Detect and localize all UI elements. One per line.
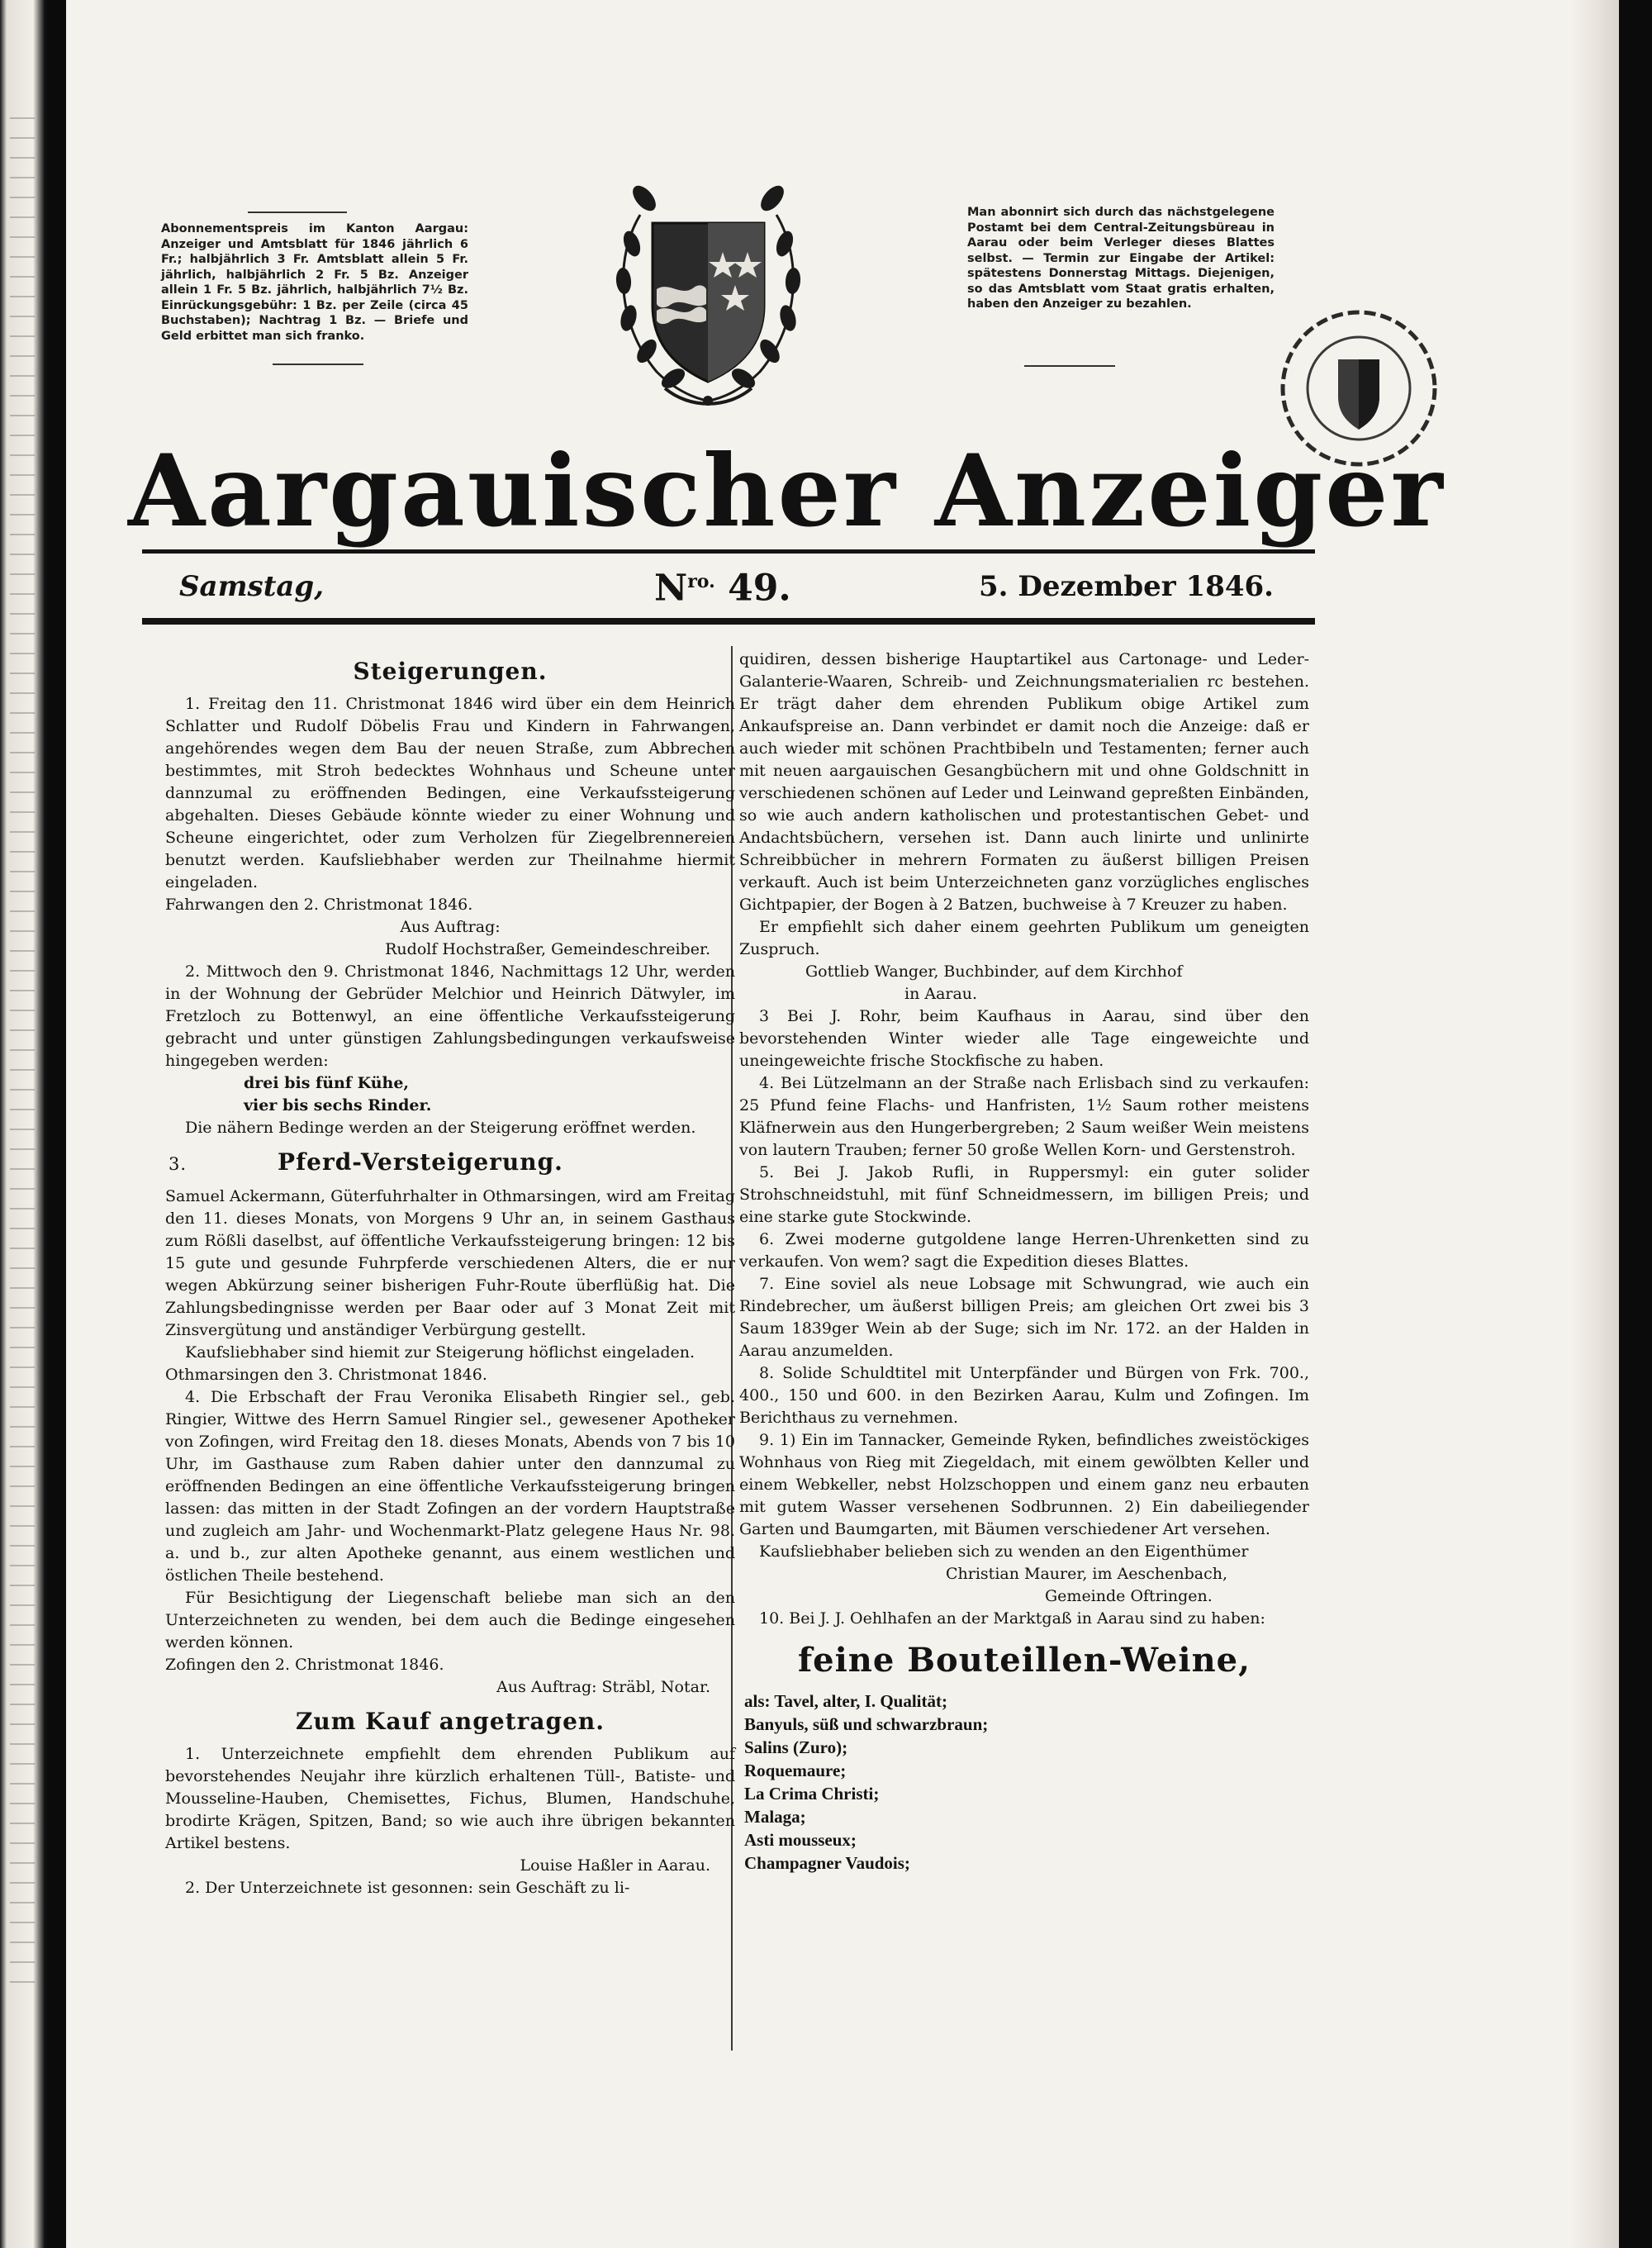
title-rule-top bbox=[142, 549, 1315, 554]
newspaper-title: Aargauischer Anzeiger bbox=[128, 433, 1446, 549]
sale-2-signature: Gottlieb Wanger, Buchbinder, auf dem Kirchhof bbox=[805, 962, 1183, 981]
notice-3: Samuel Ackermann, Güterfuhrhalter in Othmarsingen, wird am Freitag den 11. dieses Monats, von Morgens 9 Uhr an, in seinem Gasthaus zum Rößli daselbst, auf öffentliche Verkaufssteigerung bringen: 12 bis 15 gute und gesunde Fuhrpferde verschiedenen Alters, die er nur wegen Abkürzung seiner bisherigen Fuhr-Route überflüßig hat. Die Zahlungsbedingnisse werden per Baar oder auf 3 Monat Zeit mit Zinsvergütung und anständiger Verbürgung gestellt. bbox=[165, 1187, 735, 1339]
notice-2-tail: Die nähern Bedinge werden an der Steigerung eröffnet werden. bbox=[185, 1119, 696, 1137]
dateline bbox=[142, 563, 1315, 610]
issue-date: 5. Dezember 1846. bbox=[979, 570, 1274, 603]
heading-auctions: Steigerungen. bbox=[353, 658, 548, 685]
sale-9-signature: Christian Maurer, im Aeschenbach, bbox=[946, 1565, 1228, 1583]
notice-2-item: vier bis sechs Rinder. bbox=[244, 1096, 432, 1114]
wine-item: Banyuls, süß und schwarzbraun; bbox=[744, 1714, 989, 1734]
sale-9-tail: Kaufsliebhaber belieben sich zu wenden an den Eigenthümer bbox=[759, 1542, 1249, 1561]
wine-item: Malaga; bbox=[744, 1807, 806, 1827]
sale-8: 8. Solide Schuldtitel mit Unterpfänder und Bürgen von Frk. 700., 400., 150 und 600. in den Bezirken Aarau, Kulm und Zofingen. Im Berichthaus zu vernehmen. bbox=[739, 1364, 1309, 1427]
ornament-rule-left bbox=[248, 211, 347, 213]
sale-9: 9. 1) Ein im Tannacker, Gemeinde Ryken, befindliches zweistöckiges Wohnhaus von Rieg mit Ziegeldach, mit einem gewölbten Keller und einem Webkeller, nebst Holzschoppen und einem ganz neu erbauten mit gutem Wasser versehenen Sodbrunnen. 2) Ein dabeiliegender Garten und Baumgarten, mit Bäumen verschiedener Art versehen. bbox=[739, 1431, 1309, 1538]
sale-1: 1. Unterzeichnete empfiehlt dem ehrenden Publikum auf bevorstehendes Neujahr ihre kürzlich erhaltenen Tüll-, Batiste- und Mousseline-Hauben, Chemisettes, Fichus, Blumen, Handschuhe, brodirte Krägen, Spitzen, Band; so wie auch ihre übrigen bekannten Artikel bestens. bbox=[165, 1745, 735, 1852]
ornament-rule-left-bottom bbox=[273, 364, 363, 365]
notice-4-signature: Aus Auftrag: Sträbl, Notar. bbox=[496, 1678, 710, 1696]
page-fold-shadow bbox=[1569, 0, 1619, 2248]
wine-item: Asti mousseux; bbox=[744, 1830, 857, 1850]
sale-10: 10. Bei J. J. Oehlhafen an der Marktgaß in Aarau sind zu haben: bbox=[759, 1609, 1265, 1628]
sale-5: 5. Bei J. Jakob Rufli, in Ruppersmyl: ein guter solider Strohschneidstuhl, mit fünf Schneidmessern, im billigen Preis; und eine starke gute Stockwinde. bbox=[739, 1163, 1309, 1226]
left-column bbox=[165, 649, 735, 1899]
wine-item: Roquemaure; bbox=[744, 1761, 847, 1780]
sale-2-tail: Er empfiehlt sich daher einem geehrten Publikum um geneigten Zuspruch. bbox=[739, 918, 1309, 958]
sale-1-signature: Louise Haßler in Aarau. bbox=[520, 1856, 710, 1875]
notice-4: 4. Die Erbschaft der Frau Veronika Elisabeth Ringier sel., geb. Ringier, Wittwe des Herrn Samuel Ringier sel., gewesener Apotheker von Zofingen, wird Freitag den 18. dieses Monats, Abends von 7 bis 10 Uhr, im Gasthause zum Raben dahier unter den dannzumal zu eröffnenden Bedingen an eine öffentliche Verkaufssteigerung bringen lassen: das mitten in der Stadt Zofingen an der vordern Hauptstraße und zugleich am Jahr- und Wochenmarkt-Platz gelegene Haus Nr. 98. a. und b., zur alten Apotheke genannt, aus einem westlichen und östlichen Theile bestehend. bbox=[165, 1388, 735, 1585]
notice-4-tail: Für Besichtigung der Liegenschaft beliebe man sich an den Unterzeichneten zu wenden, bei dem auch die Bedinge eingesehen werden können. bbox=[165, 1589, 735, 1652]
notice-1: 1. Freitag den 11. Christmonat 1846 wird über ein dem Heinrich Schlatter und Rudolf Döbelis Frau und Kindern in Fahrwangen, angehörendes wegen dem Bau der neuen Straße, zum Abbrechen bestimmtes, mit Stroh bedecktes Wohnhaus und Scheune unter dannzumal zu eröffnenden Bedingen, eine Verkaufssteigerung abgehalten. Dieses Gebäude könnte wieder zu einer Wohnung und Scheune eingerichtet, oder zum Verholzen für Ziegelbrennereien benutzt werden. Kaufsliebhaber werden zur Theilnahme hiermit eingeladen. bbox=[165, 695, 735, 891]
adjacent-page-edge bbox=[0, 0, 48, 2248]
right-column bbox=[739, 649, 1309, 1875]
sale-9-signature-place: Gemeinde Oftringen. bbox=[1045, 1587, 1213, 1605]
notice-1-order: Aus Auftrag: bbox=[400, 918, 501, 936]
sale-2-start: 2. Der Unterzeichnete ist gesonnen: sein Geschäft zu li- bbox=[185, 1879, 630, 1897]
wine-item: La Crima Christi; bbox=[744, 1784, 880, 1804]
sale-3: 3 Bei J. Rohr, beim Kaufhaus in Aarau, sind über den bevorstehenden Winter wieder alle Tage eingeweichte und uneingeweichte frische Stockfische zu haben. bbox=[739, 1007, 1309, 1070]
notice-2: 2. Mittwoch den 9. Christmonat 1846, Nachmittags 12 Uhr, werden in der Wohnung der Gebrüder Melchior und Heinrich Dätwyler, im Fretzloch zu Bottenwyl, an eine öffentliche Verkaufssteigerung gebracht und unter günstigen Zahlungsbedingungen verkaufsweise hingegeben werden: bbox=[165, 962, 735, 1070]
subscription-info-right: Man abonnirt sich durch das nächstgelegene Postamt bei dem Central-Zeitungsbüreau in Aarau oder beim Verleger dieses Blattes selbst. — Termin zur Eingabe der Artikel: spätestens Donnerstag Mittags. Diejenigen, so das Amtsblatt vom Staat gratis erhalten, haben den Anzeiger zu bezahlen. bbox=[967, 206, 1275, 311]
subscription-info-left: Abonnementspreis im Kanton Aargau: Anzeiger und Amtsblatt für 1846 jährlich 6 Fr.; halbjährlich 3 Fr. Amtsblatt allein 5 Fr. jährlich, halbjährlich 2 Fr. 5 Bz. Anzeiger allein 1 Fr. 5 Bz. jährlich, halbjährlich 7½ Bz. Einrückungsgebühr: 1 Bz. per Zeile (circa 45 Buchstaben); Nachtrag 1 Bz. — Briefe und Geld erbittet man sich franko. bbox=[161, 222, 468, 343]
sale-7: 7. Eine soviel als neue Lobsage mit Schwungrad, wie auch ein Rindebrecher, um äußerst billigen Preis; am gleichen Ort zwei bis 3 Saum 1839ger Wein ab der Suge; sich im Nr. 172. an der Halden in Aarau anzumelden. bbox=[739, 1275, 1309, 1360]
title-rule-bottom bbox=[142, 618, 1315, 625]
wine-item: Champagner Vaudois; bbox=[744, 1853, 910, 1873]
notice-4-date: Zofingen den 2. Christmonat 1846. bbox=[165, 1656, 444, 1674]
notice-1-date: Fahrwangen den 2. Christmonat 1846. bbox=[165, 896, 473, 914]
heading-for-sale: Zum Kauf angetragen. bbox=[295, 1708, 605, 1735]
heading-wines: feine Bouteillen-Weine, bbox=[797, 1641, 1251, 1680]
issue-day: Samstag, bbox=[179, 570, 325, 603]
wine-item: Salins (Zuro); bbox=[744, 1737, 848, 1757]
heading-horse-auction: 3. Pferd-Versteigerung. bbox=[169, 1148, 563, 1176]
notice-1-signature: Rudolf Hochstraßer, Gemeindeschreiber. bbox=[385, 940, 710, 958]
notice-3-date: Othmarsingen den 3. Christmonat 1846. bbox=[165, 1366, 487, 1384]
notice-3-tail: Kaufsliebhaber sind hiemit zur Steigerung höflichst eingeladen. bbox=[185, 1343, 695, 1362]
notice-2-item: drei bis fünf Kühe, bbox=[244, 1074, 410, 1092]
wine-item: als: Tavel, alter, I. Qualität; bbox=[744, 1691, 947, 1711]
sale-2-signature-place: in Aarau. bbox=[904, 985, 978, 1003]
sale-4: 4. Bei Lützelmann an der Straße nach Erlisbach sind zu verkaufen: 25 Pfund feine Flachs- und Hanfristen, 1½ Saum rother meistens Kläfnerwein aus den Hungerbergreben; 2 Saum weißer Wein meistens von lautern Trauben; ferner 50 große Wellen Korn- und Gerstenstroh. bbox=[739, 1074, 1309, 1159]
issue-number: $N^{ro.}$ 49. bbox=[654, 567, 791, 610]
ornament-rule-right-bottom bbox=[1024, 365, 1115, 367]
sale-6: 6. Zwei moderne gutgoldene lange Herren-Uhrenketten sind zu verkaufen. Von wem? sagt die Expedition dieses Blattes. bbox=[739, 1230, 1309, 1271]
aargau-coat-of-arms-icon bbox=[607, 165, 809, 413]
sale-2-continued: quidiren, dessen bisherige Hauptartikel aus Cartonage- und Leder-Galanterie-Waaren, Schreib- und Zeichnungsmaterialien rc bestehen. Er trägt daher dem ehrenden Publikum obige Artikel zum Ankaufspreise an. Dann verbindet er damit noch die Anzeige: daß er auch wieder mit schönen Prachtbibeln und Testamenten; ferner auch mit neuen aargauischen Gesangbüchern mit und ohne Goldschnitt in verschiedenen schönen auf Leder und Leinwand gepreßten Einbänden, so wie auch andern katholischen und protestantischen Gebet- und Andachtsbüchern, versehen ist. Dann auch linirte und unlinirte Schreibbücher in mehrern Formaten zu äußerst billigen Preisen verkauft. Auch ist beim Unterzeichneten ganz vorzügliches englisches Gichtpapier, der Bogen à 2 Batzen, buchweise à 7 Kreuzer zu haben. bbox=[739, 650, 1309, 914]
